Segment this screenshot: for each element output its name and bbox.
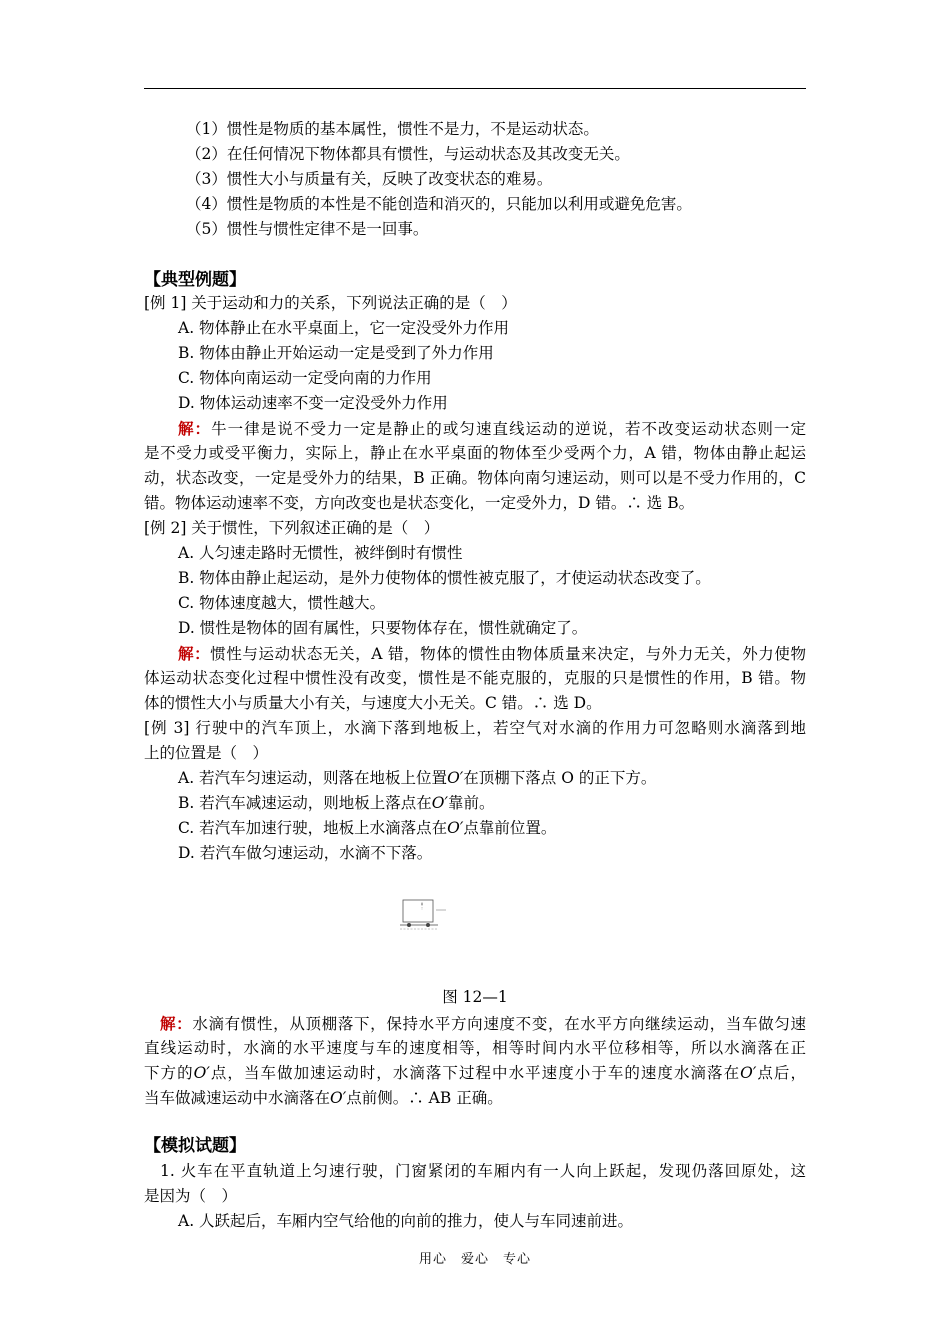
property-5: （5）惯性与惯性定律不是一回事。 xyxy=(186,220,429,238)
example-3-option-c xyxy=(178,816,844,841)
section-heading-practice: 【模拟试题】 xyxy=(144,1136,246,1156)
example-2-solution-line-3: 体的惯性大小与质量大小有关，与速度大小无关。C 错。∴ 选 D。 xyxy=(144,694,602,712)
car-body xyxy=(403,900,433,922)
example-2-question: [例 2] 关于惯性，下列叙述正确的是（ ） xyxy=(144,519,440,537)
property-3: （3）惯性大小与质量有关，反映了改变状态的难易。 xyxy=(186,170,553,188)
option-text: A. 若汽车匀速运动，则落在地板上位置 xyxy=(178,769,448,787)
example-2-option-a: A. 人匀速走路时无惯性，被绊倒时有惯性 xyxy=(178,544,463,562)
example-1-question: [例 1] 关于运动和力的关系，下列说法正确的是（ ） xyxy=(144,294,517,312)
figure-caption: 图 12—1 xyxy=(442,988,508,1006)
example-3-solution-line-1 xyxy=(160,1011,806,1037)
solution-text: 下方的 xyxy=(144,1064,194,1082)
practice-question-1-line-1: 1. 火车在平直轨道上匀速行驶，门窗紧闭的车厢内有一人向上跃起，发现仍落回原处，这 xyxy=(160,1162,806,1180)
solution-text: 水滴有惯性，从顶棚落下，保持水平方向速度不变，在水平方向继续运动，当车做匀速 xyxy=(192,1015,806,1033)
example-2-solution-line-2: 体运动状态变化过程中惯性没有改变，惯性是不能克服的，克服的只是惯性的作用，B 错。物 xyxy=(144,669,806,687)
example-1-solution-line-1 xyxy=(178,416,806,442)
property-2: （2）在任何情况下物体都具有惯性，与运动状态及其改变无关。 xyxy=(186,145,630,163)
wheel xyxy=(407,923,411,927)
solution-text: 牛一律是说不受力一定是静止的或匀速直线运动的逆说，若不改变运动状态则一定 xyxy=(211,420,806,438)
option-text: 在顶棚下落点 O 的正下方。 xyxy=(463,769,657,787)
practice-question-1-line-2: 是因为（ ） xyxy=(144,1187,238,1205)
example-1-solution-line-4: 错。物体运动速率不变，方向改变也是状态变化，一定受外力，D 错。∴ 选 B。 xyxy=(144,494,695,512)
solution-text: 当车做减速运动中水滴落在 xyxy=(144,1089,331,1107)
page-footer: 用心 爱心 专心 xyxy=(418,1252,531,1267)
example-1-option-a: A. 物体静止在水平桌面上，它一定没受外力作用 xyxy=(178,319,510,337)
option-text: B. 若汽车减速运动，则地板上落点在 xyxy=(178,794,432,812)
car-diagram-figure xyxy=(398,896,450,932)
example-1-solution-line-2: 是不受力或受平衡力，实际上，静止在水平桌面的物体至少受两个力，A 错，物体由静止起运 xyxy=(144,444,806,462)
solution-label: 解： xyxy=(178,419,212,438)
example-3-solution-line-3 xyxy=(144,1061,806,1086)
example-1-option-c: C. 物体向南运动一定受向南的力作用 xyxy=(178,369,432,387)
example-3-option-b xyxy=(178,791,844,816)
example-2-solution-line-1 xyxy=(178,641,806,667)
point-label: O′ xyxy=(447,819,464,837)
wheel xyxy=(426,923,430,927)
point-label: O′ xyxy=(193,1064,210,1082)
example-3-solution-line-2: 直线运动时，水滴的水平速度与车的速度相等，相等时间内水平位移相等，所以水滴落在正 xyxy=(144,1039,806,1057)
droplet xyxy=(421,903,423,905)
example-3-option-a xyxy=(178,766,844,791)
point-label: O′ xyxy=(330,1089,347,1107)
example-3-solution-line-4 xyxy=(144,1086,810,1111)
example-1-option-d: D. 物体运动速率不变一定没受外力作用 xyxy=(178,394,448,412)
practice-question-1-option-a: A. 人跃起后，车厢内空气给他的向前的推力，使人与车同速前进。 xyxy=(178,1212,634,1230)
example-3-option-d: D. 若汽车做匀速运动，水滴不下落。 xyxy=(178,844,433,862)
example-3-question-line-1: [例 3] 行驶中的汽车顶上，水滴下落到地板上，若空气对水滴的作用力可忽略则水滴落到地 xyxy=(144,719,806,737)
solution-label: 解： xyxy=(178,644,211,663)
example-3-question-line-2: 上的位置是（ ） xyxy=(144,744,269,762)
point-label: O′ xyxy=(740,1064,757,1082)
example-1-option-b: B. 物体由静止开始运动一定是受到了外力作用 xyxy=(178,344,494,362)
option-text: 靠前。 xyxy=(447,794,495,812)
solution-text: 点前侧。∴ AB 正确。 xyxy=(346,1089,503,1107)
option-text: C. 若汽车加速行驶，地板上水滴落点在 xyxy=(178,819,448,837)
point-label: O′ xyxy=(431,794,448,812)
option-text: 点靠前位置。 xyxy=(463,819,557,837)
property-1: （1）惯性是物质的基本属性，惯性不是力，不是运动状态。 xyxy=(186,120,599,138)
header-rule xyxy=(144,88,806,89)
solution-text: 点，当车做加速运动时，水滴落下过程中水平速度小于车的速度水滴落在 xyxy=(209,1064,741,1082)
example-2-option-b: B. 物体由静止起运动，是外力使物体的惯性被克服了，才使运动状态改变了。 xyxy=(178,569,711,587)
property-4: （4）惯性是物质的本性是不能创造和消灭的，只能加以利用或避免危害。 xyxy=(186,195,692,213)
example-1-solution-line-3: 动，状态改变，一定是受外力的结果，B 正确。物体向南匀速运动，则可以是不受力作用的，C xyxy=(144,469,806,487)
solution-text: 惯性与运动状态无关，A 错，物体的惯性由物体质量来决定，与外力无关，外力使物 xyxy=(210,645,806,663)
section-heading-examples: 【典型例题】 xyxy=(144,270,246,290)
solution-label: 解： xyxy=(160,1014,193,1033)
point-label: O′ xyxy=(447,769,464,787)
example-2-option-d: D. 惯性是物体的固有属性，只要物体存在，惯性就确定了。 xyxy=(178,619,588,637)
example-2-option-c: C. 物体速度越大，惯性越大。 xyxy=(178,594,386,612)
solution-text: 点后， xyxy=(756,1064,806,1082)
